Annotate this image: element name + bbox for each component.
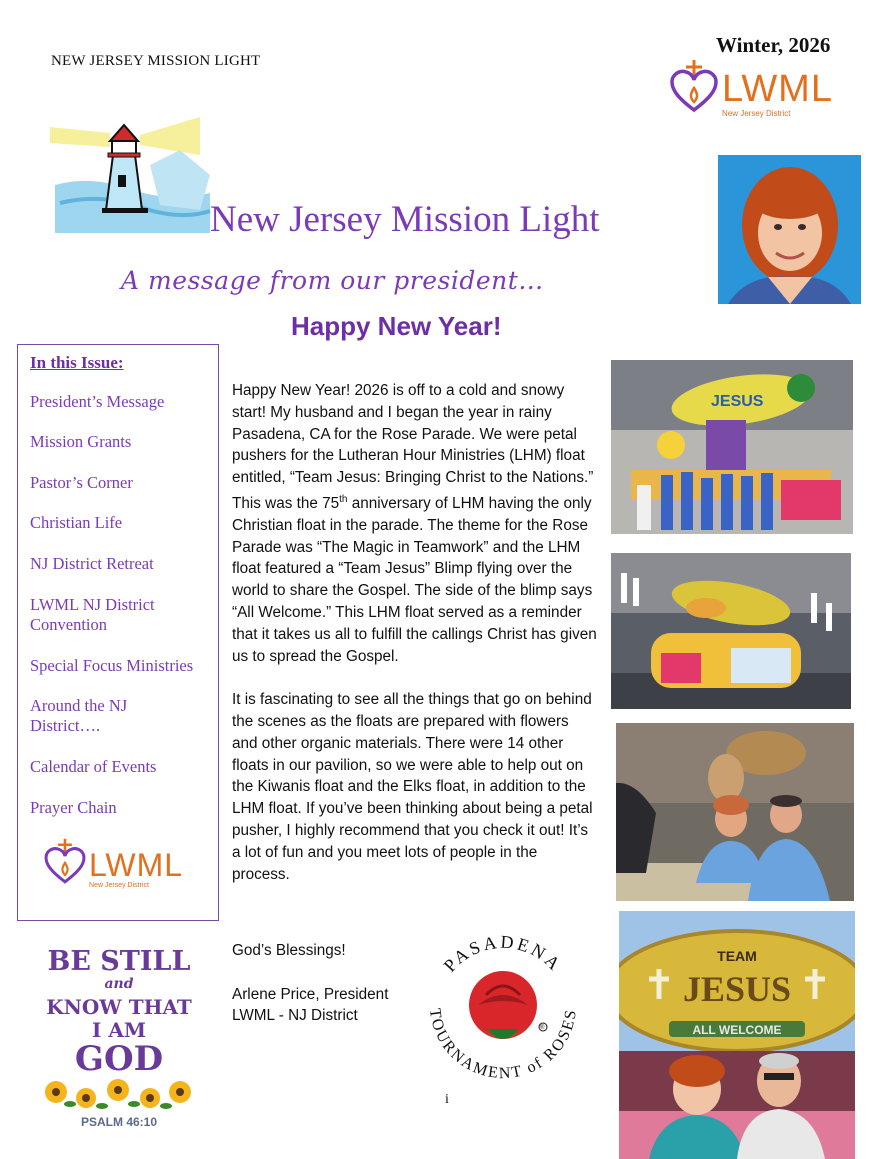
in-this-issue-title: In this Issue: xyxy=(30,353,124,372)
lwml-logo-sub: New Jersey District xyxy=(89,882,149,889)
article-p1-part-a: Happy New Year! 2026 is off to a cold and snowy start! My husband and I began the year in rainy Pasadena, CA for the Rose Parade. We were petal pushers for the Lutheran Hour Ministries (LHM) float entitled, “Team Jesus: Bringing Christ to the Nations.” This was the 75 xyxy=(232,382,594,513)
president-portrait xyxy=(718,155,861,304)
float-photo-1 xyxy=(611,360,853,534)
be-still-line3: KNOW THAT xyxy=(46,995,192,1019)
lwml-logo-text: LWML xyxy=(89,847,184,883)
blimp-selfie-photo xyxy=(619,911,855,1159)
article-p1-superscript: th xyxy=(339,493,348,505)
toc-item-christian-life[interactable]: Christian Life xyxy=(30,513,123,532)
toc-item-mission-grants[interactable]: Mission Grants xyxy=(30,432,132,451)
blimp-small-text: JESUS xyxy=(711,393,764,410)
toc-item-special-focus[interactable]: Special Focus Ministries xyxy=(30,656,194,675)
lighthouse-icon xyxy=(50,115,212,233)
float-photo-2 xyxy=(611,553,851,709)
blimp-jesus-text: JESUS xyxy=(682,969,792,1009)
lwml-logo-sub: New Jersey District xyxy=(722,109,791,118)
toc-item-prayer-chain[interactable]: Prayer Chain xyxy=(30,798,117,817)
toc-item-pastors-corner[interactable]: Pastor’s Corner xyxy=(30,473,133,492)
heart-cross-icon xyxy=(670,58,718,116)
article-headline: Happy New Year! xyxy=(291,311,502,341)
roses-footnote: i xyxy=(445,1092,449,1107)
toc-item-convention[interactable]: LWML NJ District Convention xyxy=(30,595,155,634)
lwml-logo-text: LWML xyxy=(722,68,833,110)
in-this-issue-box xyxy=(17,344,219,921)
heart-cross-icon xyxy=(44,837,86,887)
toc-item-nj-district-retreat[interactable]: NJ District Retreat xyxy=(30,554,154,573)
newsletter-name: NEW JERSEY MISSION LIGHT xyxy=(51,53,261,69)
be-still-line5: GOD xyxy=(74,1039,164,1079)
tournament-of-roses-logo xyxy=(418,925,588,1095)
registered-mark: ® xyxy=(540,1025,545,1031)
masthead-title: New Jersey Mission Light xyxy=(210,199,600,240)
signoff-name: Arlene Price, President xyxy=(232,985,389,1003)
be-still-graphic xyxy=(38,944,200,1134)
lwml-logo-sidebar xyxy=(44,837,183,889)
issue-season: Winter, 2026 xyxy=(716,33,831,57)
article-body xyxy=(232,380,597,907)
be-still-line2: and xyxy=(104,976,134,992)
signoff-blessing: God’s Blessings! xyxy=(232,942,346,959)
toc-item-presidents-message[interactable]: President’s Message xyxy=(30,392,165,411)
be-still-line1: BE STILL xyxy=(47,946,191,977)
signoff xyxy=(232,940,388,1027)
petal-pushers-photo xyxy=(616,723,854,901)
lwml-logo xyxy=(670,58,833,118)
article-paragraph-2: It is fascinating to see all the things that go on behind the scenes as the floats are prepared with flowers and other organic materials. There were 14 other floats in our pavilion, so we were able to help out on the Kiwanis float and the Elks float, in addition to the LHM float. If you’ve been thinking about being a petal pusher, I highly recommend that you check it out! It’s a lot of fun and you meet lots of people in the process. xyxy=(232,691,593,883)
roses-top-text: PASADENA xyxy=(439,931,567,976)
be-still-line4: I AM xyxy=(92,1018,146,1042)
article-p1-part-b: anniversary of LHM having the only Christian float in the parade. The theme for the Rose Parade was “The Magic in Teamwork” and the LHM float featured a “Team Jesus” Blimp flying over the world to share the Gospel. The side of the blimp says “All Welcome.” This LHM float served as a reminder that it takes us all to fulfill the callings Christ has given us to spread the Gospel. xyxy=(232,495,597,665)
toc-item-calendar[interactable]: Calendar of Events xyxy=(30,757,157,776)
be-still-verse: PSALM 46:10 xyxy=(80,1115,158,1129)
blimp-team-text: TEAM xyxy=(717,948,757,964)
masthead-subtitle: A message from our president… xyxy=(121,266,544,295)
blimp-welcome-text: ALL WELCOME xyxy=(692,1023,782,1037)
signoff-org: LWML - NJ District xyxy=(232,1007,358,1025)
sunflowers-icon xyxy=(38,1072,200,1112)
toc-item-around-nj[interactable]: Around the NJ District…. xyxy=(30,696,128,735)
roses-bottom-text: TOURNAMENT of ROSES xyxy=(425,1007,581,1083)
article-paragraph-1 xyxy=(232,380,597,667)
svg-text:PASADENA xyxy=(440,932,566,976)
